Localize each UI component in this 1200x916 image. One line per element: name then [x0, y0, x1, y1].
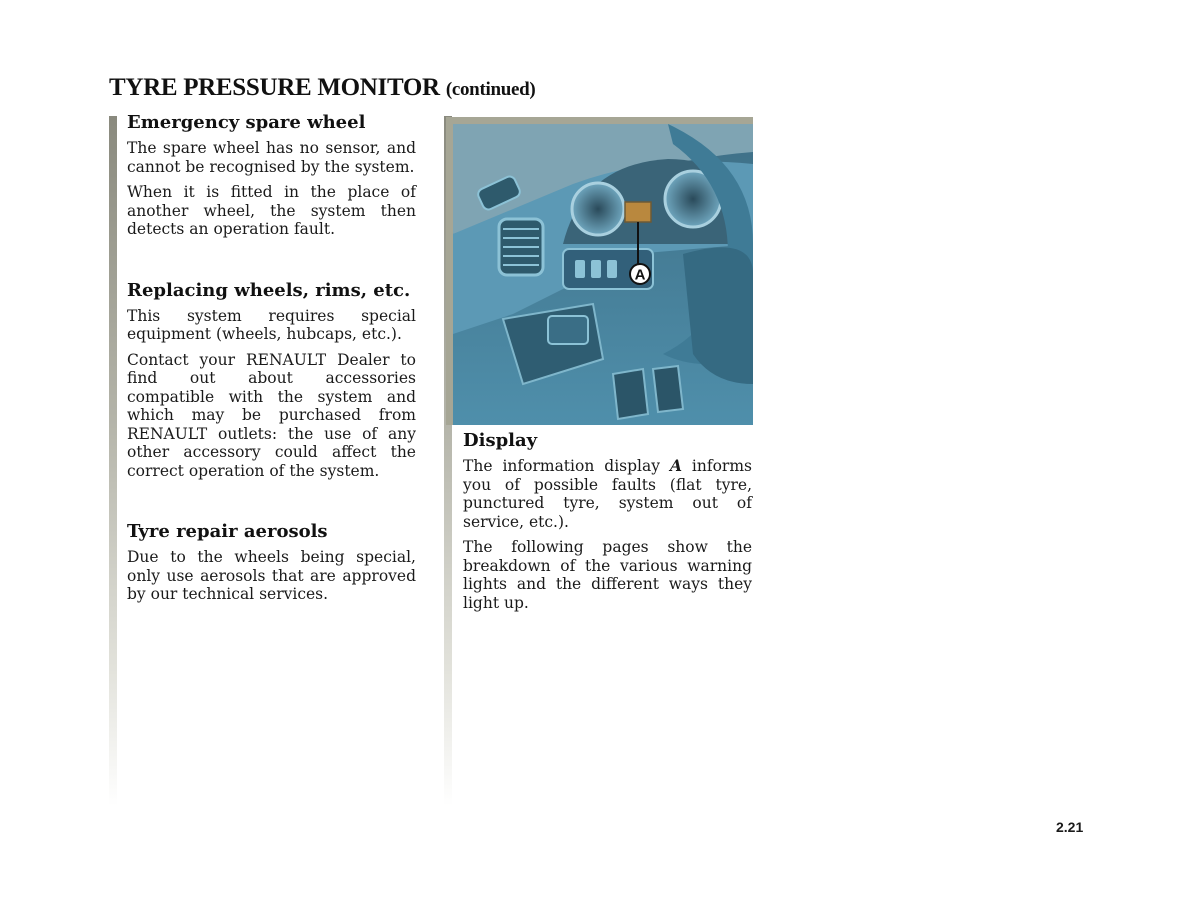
section-heading: Replacing wheels, rims, etc.: [127, 279, 411, 301]
title-main: TYRE PRESSURE MONITOR: [109, 74, 440, 101]
paragraph: Contact your RENAULT Dealer to find out about accessories compatible with the system and which may be purchased from RENAULT outlets: the use of any other accessory could affect the correct operation of the system.: [127, 350, 416, 480]
section-heading: Emergency spare wheel: [127, 112, 366, 133]
dashboard-photo: [453, 124, 753, 425]
right-column: [463, 430, 752, 619]
dashboard-illustration: [453, 124, 753, 425]
paragraph: This system requires special equipment (wheels, hubcaps, etc.).: [127, 306, 416, 343]
page-number: 2.21: [1056, 819, 1084, 835]
left-margin-bar: [109, 116, 117, 806]
page-title: [109, 74, 535, 102]
display-reference-a: A: [669, 456, 682, 475]
paragraph: When it is fitted in the place of another wheel, the system then detects an operation fault.: [127, 183, 416, 238]
paragraph: The following pages show the breakdown of the various warning lights and the different ways they light up.: [463, 538, 752, 612]
title-continued: (continued): [445, 79, 536, 100]
callout-a-label: A: [634, 266, 646, 284]
paragraph: Due to the wheels being special, only use aerosols that are approved by our technical services.: [127, 548, 416, 603]
left-column: [127, 112, 416, 611]
section-heading: Tyre repair aerosols: [127, 521, 328, 542]
paragraph: The spare wheel has no sensor, and cannot be recognised by the system.: [127, 139, 416, 176]
paragraph: The information display A informs you of possible faults (flat tyre, punctured tyre, system out of service, etc.).: [463, 456, 752, 531]
section-heading-display: Display: [463, 430, 538, 451]
